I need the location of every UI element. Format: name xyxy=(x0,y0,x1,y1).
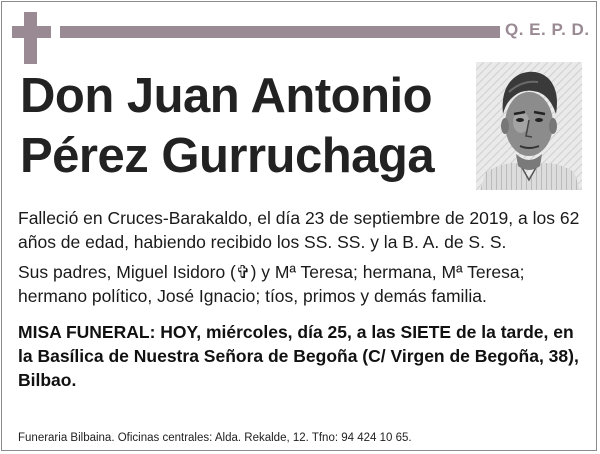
death-notice-paragraph: Falleció en Cruces-Barakaldo, el día 23 de septiembre de 2019, a los 62 años de edad, habiendo recibido los SS. SS. y la B. A. de S. S. xyxy=(18,208,580,252)
small-cross-icon: ✞ xyxy=(235,262,251,282)
funeral-mass-paragraph: MISA FUNERAL: HOY, miércoles, día 25, a las SIETE de la tarde, en la Basílica de Nuestra Señora de Begoña (C/ Virgen de Begoña, 38), Bilbao. xyxy=(18,322,579,390)
funeral-home-footer: Funeraria Bilbaina. Oficinas centrales: Alda. Rekalde, 12. Tfno: 94 424 10 65. xyxy=(18,432,412,444)
obituary-card xyxy=(1,1,597,451)
portrait-photo xyxy=(476,62,582,190)
cross-icon-horizontal xyxy=(12,26,51,38)
qepd-label: Q. E. P. D. xyxy=(505,20,590,39)
deceased-name-line1: Don Juan Antonio xyxy=(20,69,433,123)
deceased-name-line2: Pérez Gurruchaga xyxy=(20,129,435,183)
family-paragraph xyxy=(18,260,583,308)
cross-icon-vertical xyxy=(24,12,37,64)
family-text-after-cross: ) y Mª Teresa; hermana, Mª Teresa; hermano político, José Ignacio; tíos, primos y demás familia. xyxy=(18,262,525,306)
header-divider-bar xyxy=(60,26,500,38)
family-text-before-cross: Sus padres, Miguel Isidoro ( xyxy=(18,262,236,282)
